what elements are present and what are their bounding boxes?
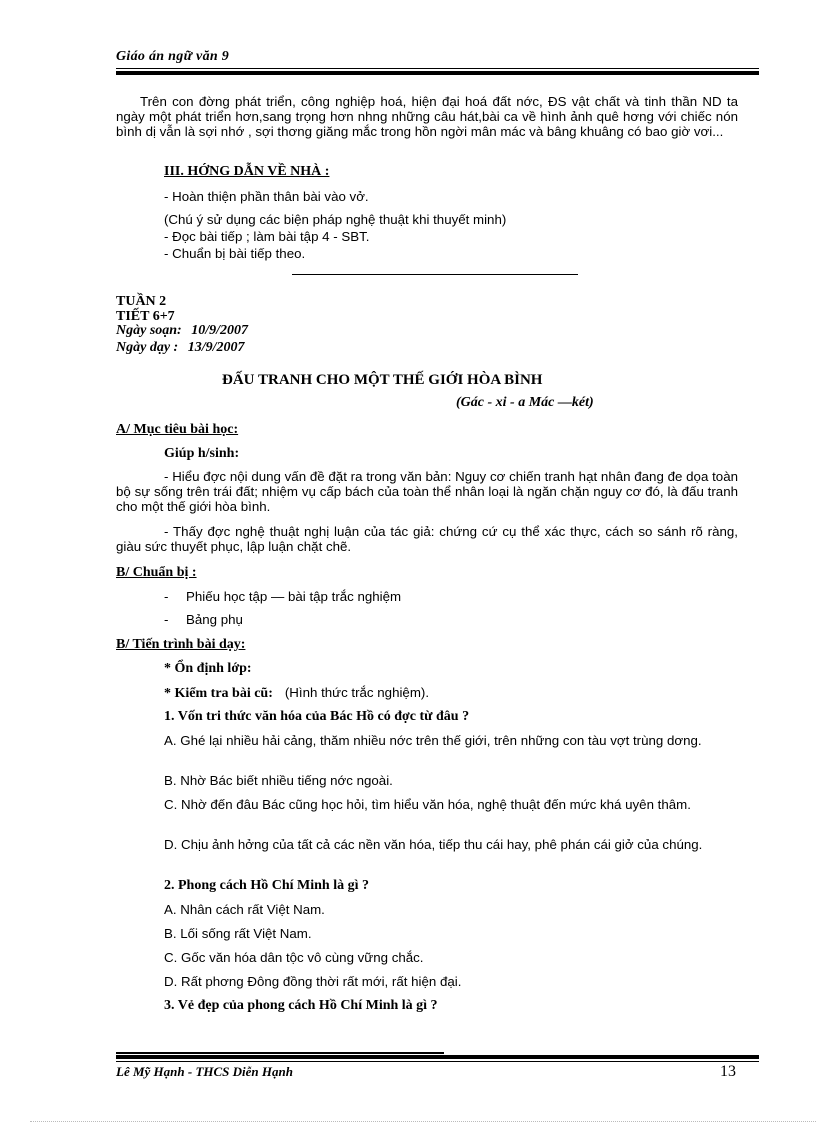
q2-answer: C. Gốc văn hóa dân tộc vô cùng vững chắc.: [164, 950, 424, 965]
lesson-author: (Gác - xi - a Mác —két): [456, 395, 594, 410]
lesson-title: ĐẤU TRANH CHO MỘT THẾ GIỚI HÒA BÌNH: [222, 372, 543, 388]
header-rule-thick: [116, 71, 759, 75]
page-edge: [30, 1121, 816, 1122]
question-2: 2. Phong cách Hồ Chí Minh là gì ?: [164, 878, 369, 893]
process-step-1: * Ổn định lớp:: [164, 661, 252, 676]
q2-answer: B. Lối sống rất Việt Nam.: [164, 926, 312, 941]
process-step-2-label: * Kiểm tra bài cũ:: [164, 686, 273, 701]
homework-item: - Đọc bài tiếp ; làm bài tập 4 - SBT.: [164, 229, 370, 244]
homework-item: - Hoàn thiện phần thân bài vào vở.: [164, 189, 369, 204]
week-label: TUẦN 2: [116, 294, 167, 309]
objectives-paragraph: - Thấy đợc nghệ thuật nghị luận của tác giả: chứng cứ cụ thể xác thực, cách so sánh rõ ràng, giàu sức thuyết phục, lập luận chặt chẽ.: [116, 524, 738, 554]
teach-date-value: 13/9/2007: [187, 340, 245, 355]
process-step-2-note: (Hình thức trắc nghiệm).: [284, 685, 430, 700]
header-rule-thin: [116, 68, 759, 69]
q2-answer: A. Nhân cách rất Việt Nam.: [164, 902, 325, 917]
question-3: 3. Vẻ đẹp của phong cách Hồ Chí Minh là gì ?: [164, 998, 438, 1013]
footer-rule-short: [116, 1052, 444, 1054]
prep-item: - Bảng phụ: [164, 612, 243, 627]
header-title: Giáo án ngữ văn 9: [116, 49, 230, 64]
section-divider: [292, 274, 578, 275]
objectives-heading: A/ Mục tiêu bài học:: [116, 422, 239, 437]
bullet-dash: -: [164, 589, 169, 604]
teach-date-row: [116, 340, 244, 355]
q2-answer: D. Rất phơng Đông đồng thời rất mới, rất hiện đại.: [164, 974, 462, 989]
intro-paragraph: Trên con đờng phát triển, công nghiệp hoá, hiện đại hoá đất nớc, ĐS vật chất và tinh thần ND ta ngày một phát triển hơn,sang trọng hơn nhng những câu hát,bài ca về hình ảnh quê hơng với chiếc nón bình dị vẫn là sợi nhớ , sợi thơng giăng mắc trong hồn ngời mân mác và bâng khuâng có bao giờ vơi...: [116, 94, 738, 139]
prep-date-label: Ngày soạn:: [116, 323, 182, 338]
prep-date-row: [116, 323, 248, 338]
lesson-label: TIẾT 6+7: [116, 309, 175, 324]
process-step-2: [164, 684, 429, 702]
q1-answer: B. Nhờ Bác biết nhiều tiếng nớc ngoài.: [164, 773, 393, 788]
teach-date-label: Ngày dạy :: [116, 340, 179, 355]
process-heading: B/ Tiến trình bài dạy:: [116, 637, 246, 652]
q1-answer: D. Chịu ảnh hởng của tất cả các nền văn hóa, tiếp thu cái hay, phê phán cái giở của chúng.: [164, 837, 703, 852]
objectives-sub: Giúp h/sinh:: [164, 446, 240, 461]
prep-date-value: 10/9/2007: [191, 323, 249, 338]
page-number: 13: [720, 1063, 736, 1080]
homework-heading: III. HỚNG DẪN VỀ NHÀ :: [164, 164, 330, 179]
q1-answer: C. Nhờ đến đâu Bác cũng học hỏi, tìm hiểu văn hóa, nghệ thuật đến mức khá uyên thâm.: [164, 797, 691, 812]
footer-rule-thick: [116, 1055, 759, 1059]
footer-rule-thin: [116, 1061, 759, 1062]
prep-item: - Phiếu học tập — bài tập trắc nghiệm: [164, 589, 402, 604]
footer-author: Lê Mỹ Hạnh - THCS Diễn Hạnh: [116, 1064, 293, 1079]
question-1: 1. Vốn tri thức văn hóa của Bác Hồ có đợc từ đâu ?: [164, 709, 470, 724]
prep-heading: B/ Chuẩn bị :: [116, 565, 197, 580]
q1-answer: A. Ghé lại nhiều hải cảng, thăm nhiều nớc trên thế giới, trên những con tàu vợt trùng dơng.: [164, 733, 702, 748]
bullet-dash: -: [164, 612, 169, 627]
homework-item: - Chuẩn bị bài tiếp theo.: [164, 246, 306, 261]
homework-item: (Chú ý sử dụng các biện pháp nghệ thuật khi thuyết minh): [164, 212, 507, 227]
objectives-paragraph: - Hiểu đợc nội dung vấn đề đặt ra trong văn bản: Nguy cơ chiến tranh hạt nhân đang đe dọa toàn bộ sự sống trên trái đất; nhiệm vụ cấp bách của toàn thể nhân loại là ngăn chặn nguy cơ đó, là đấu tranh cho một thế giới hòa bình.: [116, 469, 738, 514]
